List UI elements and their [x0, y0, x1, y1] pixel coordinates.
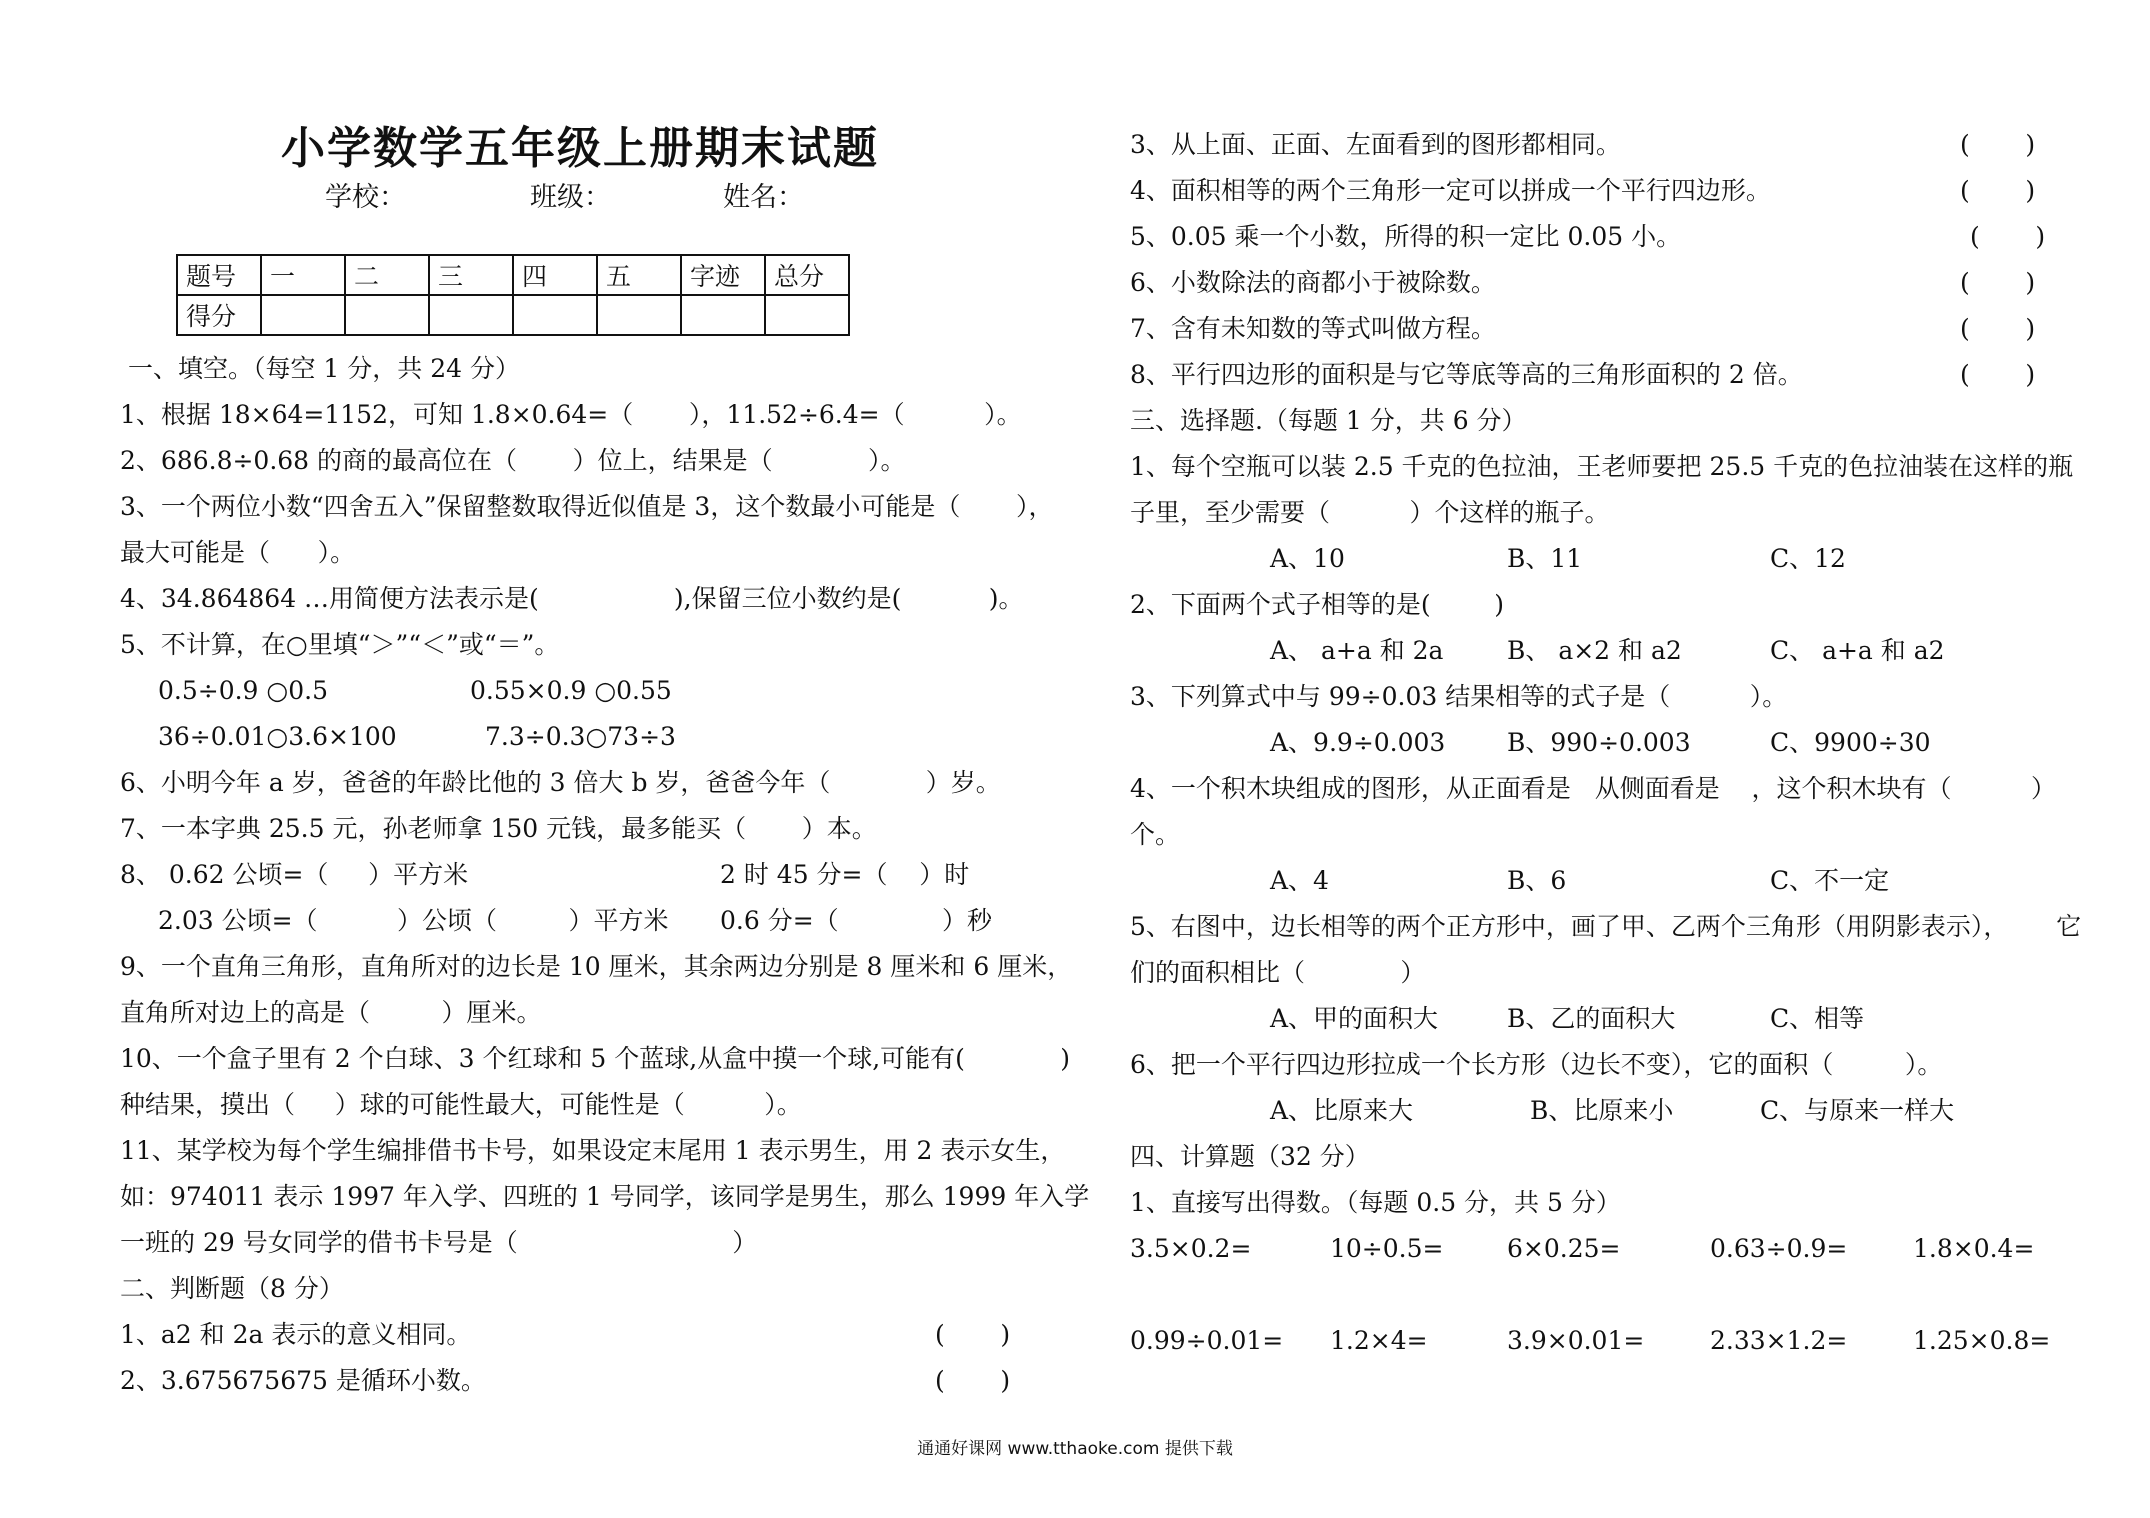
- choice-3: 3、下列算式中与 99÷0.03 结果相等的式子是（ ）。: [1130, 682, 1788, 711]
- judge-8: 8、平行四边形的面积是与它等底等高的三角形面积的 2 倍。: [1130, 360, 1803, 389]
- section-1-title: 一、填空。（每空 1 分，共 24 分）: [120, 354, 520, 383]
- score-table-cell: 一: [261, 255, 345, 295]
- score-table-header-row: [177, 255, 849, 295]
- choice-1-line-1: 1、每个空瓶可以装 2.5 千克的色拉油，王老师要把 25.5 千克的色拉油装在这样的瓶: [1130, 452, 2074, 481]
- name-label: 姓名：: [723, 182, 804, 213]
- choice-6: 6、把一个平行四边形拉成一个长方形（边长不变），它的面积（ ）。: [1130, 1050, 1943, 1079]
- question-6: 6、小明今年 a 岁，爸爸的年龄比他的 3 倍大 b 岁，爸爸今年（ ）岁。: [120, 768, 1001, 797]
- choice-5-option-a[interactable]: A、甲的面积大: [1270, 1004, 1439, 1033]
- choice-4-line-2: 个。: [1130, 820, 1181, 849]
- score-table-cell: 四: [513, 255, 597, 295]
- question-8a: 8、 0.62 公顷=（ ）平方米: [120, 860, 469, 889]
- score-input-cell[interactable]: [345, 295, 429, 335]
- question-8c: 2.03 公顷=（ ）公顷（ ）平方米: [158, 906, 669, 935]
- question-9-line-1: 9、一个直角三角形，直角所对的边长是 10 厘米，其余两边分别是 8 厘米和 6 厘米，: [120, 952, 1073, 981]
- choice-5-line-2: 们的面积相比（ ）: [1130, 958, 1426, 987]
- judge-8-answer-paren[interactable]: ( ): [1960, 360, 2036, 389]
- judge-2: 2、3.675675675 是循环小数。: [120, 1366, 486, 1395]
- judge-7-answer-paren[interactable]: ( ): [1960, 314, 2036, 343]
- class-label: 班级：: [530, 182, 611, 213]
- score-input-cell[interactable]: [513, 295, 597, 335]
- section-2-title: 二、判断题（8 分）: [120, 1274, 344, 1303]
- calc-item: 2.33×1.2=: [1710, 1326, 1848, 1355]
- question-9-line-2: 直角所对边上的高是（ ）厘米。: [120, 998, 542, 1027]
- page-title: 小学数学五年级上册期末试题: [281, 123, 879, 174]
- question-5b: 0.55×0.9 ○0.55: [470, 676, 672, 705]
- score-input-cell[interactable]: [429, 295, 513, 335]
- choice-2-option-a[interactable]: A、 a+a 和 2a: [1270, 636, 1444, 665]
- choice-3-option-b[interactable]: B、990÷0.003: [1507, 728, 1691, 757]
- judge-6-answer-paren[interactable]: ( ): [1960, 268, 2036, 297]
- judge-6: 6、小数除法的商都小于被除数。: [1130, 268, 1496, 297]
- score-input-cell[interactable]: [261, 295, 345, 335]
- calc-item: 0.99÷0.01=: [1130, 1326, 1284, 1355]
- question-4: 4、34.864864 …用简便方法表示是( ),保留三位小数约是( )。: [120, 584, 1024, 613]
- question-3-line-1: 3、一个两位小数“四舍五入”保留整数取得近似值是 3，这个数最小可能是（ ），: [120, 492, 1054, 521]
- question-5d: 7.3÷0.3○73÷3: [485, 722, 676, 751]
- section-4-title: 四、计算题（32 分）: [1130, 1142, 1370, 1171]
- choice-3-option-a[interactable]: A、9.9÷0.003: [1270, 728, 1446, 757]
- school-label: 学校：: [325, 182, 406, 213]
- section-4-subtitle: 1、直接写出得数。（每题 0.5 分，共 5 分）: [1130, 1188, 1621, 1217]
- right-column: [1080, 0, 2150, 1518]
- score-row-label: 得分: [177, 295, 261, 335]
- choice-2-option-b[interactable]: B、 a×2 和 a2: [1507, 636, 1682, 665]
- question-10-line-1: 10、一个盒子里有 2 个白球、3 个红球和 5 个蓝球,从盒中摸一个球,可能有( ): [120, 1044, 1071, 1073]
- calc-item: 6×0.25=: [1507, 1234, 1621, 1263]
- question-2: 2、686.8÷0.68 的商的最高位在（ ）位上，结果是（ ）。: [120, 446, 906, 475]
- question-8d: 0.6 分=（ ）秒: [720, 906, 992, 935]
- judge-4-answer-paren[interactable]: ( ): [1960, 176, 2036, 205]
- judge-4: 4、面积相等的两个三角形一定可以拼成一个平行四边形。: [1130, 176, 1771, 205]
- score-table-cell: 字迹: [681, 255, 765, 295]
- score-table-cell: 总分: [765, 255, 849, 295]
- choice-6-option-a[interactable]: A、比原来大: [1270, 1096, 1414, 1125]
- judge-2-answer-paren[interactable]: ( ): [935, 1366, 1011, 1395]
- score-input-cell[interactable]: [681, 295, 765, 335]
- question-7: 7、一本字典 25.5 元，孙老师拿 150 元钱，最多能买（ ）本。: [120, 814, 877, 843]
- choice-2-option-c[interactable]: C、 a+a 和 a2: [1770, 636, 1945, 665]
- question-11-line-3: 一班的 29 号女同学的借书卡号是（ ）: [120, 1228, 758, 1257]
- choice-1-option-c[interactable]: C、12: [1770, 544, 1846, 573]
- question-10-line-2: 种结果，摸出（ ）球的可能性最大，可能性是（ ）。: [120, 1090, 802, 1119]
- calc-item: 1.8×0.4=: [1913, 1234, 2035, 1263]
- score-table-cell: 五: [597, 255, 681, 295]
- calc-item: 0.63÷0.9=: [1710, 1234, 1848, 1263]
- calc-item: 1.2×4=: [1330, 1326, 1428, 1355]
- choice-1-line-2: 子里，至少需要（ ）个这样的瓶子。: [1130, 498, 1610, 527]
- choice-5-option-c[interactable]: C、相等: [1770, 1004, 1865, 1033]
- calc-item: 3.5×0.2=: [1130, 1234, 1252, 1263]
- choice-5-line-1: 5、右图中，边长相等的两个正方形中，画了甲、乙两个三角形（用阴影表示）， 它: [1130, 912, 2082, 941]
- score-input-cell[interactable]: [597, 295, 681, 335]
- judge-7: 7、含有未知数的等式叫做方程。: [1130, 314, 1496, 343]
- choice-6-option-c[interactable]: C、与原来一样大: [1760, 1096, 1955, 1125]
- choice-4-option-b[interactable]: B、6: [1507, 866, 1567, 895]
- judge-3-answer-paren[interactable]: ( ): [1960, 130, 2036, 159]
- question-11-line-1: 11、某学校为每个学生编排借书卡号，如果设定末尾用 1 表示男生，用 2 表示女生，: [120, 1136, 1066, 1165]
- question-8b: 2 时 45 分=（ ）时: [720, 860, 970, 889]
- question-1: 1、根据 18×64=1152，可知 1.8×0.64=（ ），11.52÷6.4=（ ）。: [120, 400, 1022, 429]
- choice-4-line-1: 4、一个积木块组成的图形，从正面看是 从侧面看是 ，这个积木块有（ ）: [1130, 774, 2057, 803]
- calc-item: 3.9×0.01=: [1507, 1326, 1645, 1355]
- judge-1-answer-paren[interactable]: ( ): [935, 1320, 1011, 1349]
- score-table-score-row: [177, 295, 849, 335]
- choice-2: 2、下面两个式子相等的是( ): [1130, 590, 1504, 619]
- question-5c: 36÷0.01○3.6×100: [158, 722, 397, 751]
- judge-3: 3、从上面、正面、左面看到的图形都相同。: [1130, 130, 1621, 159]
- question-5: 5、不计算，在○里填“＞”“＜”或“＝”。: [120, 630, 560, 659]
- question-11-line-2: 如：974011 表示 1997 年入学、四班的 1 号同学，该同学是男生，那么 1999 年入学: [120, 1182, 1090, 1211]
- score-table-cell: 题号: [177, 255, 261, 295]
- score-input-cell[interactable]: [765, 295, 849, 335]
- score-table-cell: 三: [429, 255, 513, 295]
- score-table: [176, 254, 850, 336]
- choice-4-option-c[interactable]: C、不一定: [1770, 866, 1890, 895]
- judge-5: 5、0.05 乘一个小数，所得的积一定比 0.05 小。: [1130, 222, 1682, 251]
- score-table-cell: 二: [345, 255, 429, 295]
- choice-1-option-a[interactable]: A、10: [1270, 544, 1345, 573]
- choice-4-option-a[interactable]: A、4: [1270, 866, 1329, 895]
- page-footer: 通通好课网 www.tthaoke.com 提供下载: [917, 1439, 1233, 1459]
- choice-1-option-b[interactable]: B、11: [1507, 544, 1583, 573]
- choice-5-option-b[interactable]: B、乙的面积大: [1507, 1004, 1676, 1033]
- judge-5-answer-paren[interactable]: ( ): [1970, 222, 2046, 251]
- judge-1: 1、a2 和 2a 表示的意义相同。: [120, 1320, 472, 1349]
- calc-item: 10÷0.5=: [1330, 1234, 1444, 1263]
- section-3-title: 三、选择题.（每题 1 分，共 6 分）: [1130, 406, 1527, 435]
- choice-3-option-c[interactable]: C、9900÷30: [1770, 728, 1931, 757]
- question-5a: 0.5÷0.9 ○0.5: [158, 676, 328, 705]
- question-3-line-2: 最大可能是（ ）。: [120, 538, 356, 567]
- calc-item: 1.25×0.8=: [1913, 1326, 2051, 1355]
- choice-6-option-b[interactable]: B、比原来小: [1530, 1096, 1674, 1125]
